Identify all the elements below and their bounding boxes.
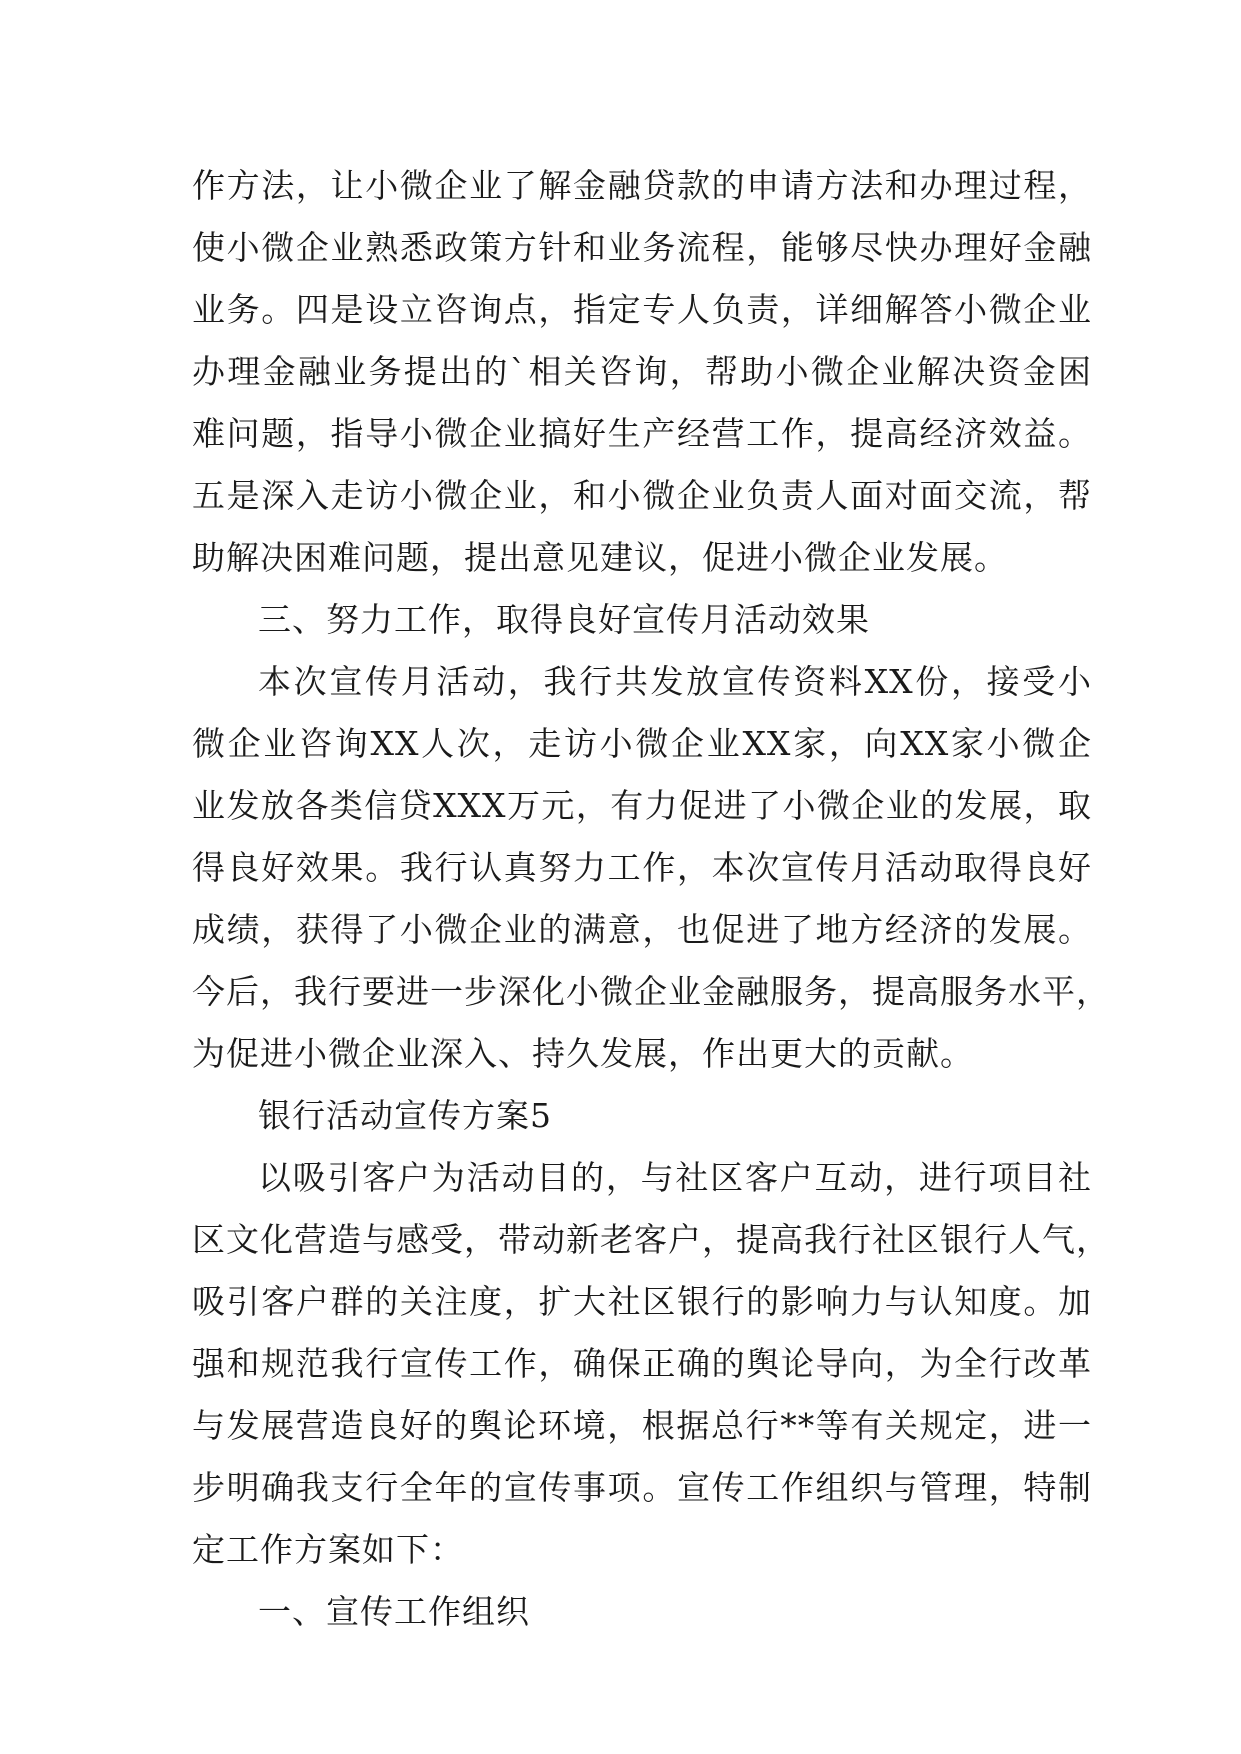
paragraph-line: 业发放各类信贷XXX万元，有力促进了小微企业的发展，取 (192, 786, 1092, 825)
paragraph-line: 业务。四是设立咨询点，指定专人负责，详细解答小微企业 (192, 290, 1092, 329)
paragraph-line: 与发展营造良好的舆论环境，根据总行**等有关规定，进一 (192, 1406, 1092, 1445)
paragraph-line: 作方法，让小微企业了解金融贷款的申请方法和办理过程， (192, 166, 1092, 205)
section-heading: 银行活动宣传方案5 (258, 1096, 552, 1135)
section-heading: 三、努力工作，取得良好宣传月活动效果 (258, 600, 870, 639)
paragraph-line: 难问题，指导小微企业搞好生产经营工作，提高经济效益。 (192, 414, 1092, 453)
paragraph-line: 办理金融业务提出的`相关咨询，帮助小微企业解决资金困 (192, 352, 1092, 391)
paragraph-line: 吸引客户群的关注度，扩大社区银行的影响力与认知度。加 (192, 1282, 1092, 1321)
paragraph-line: 为促进小微企业深入、持久发展，作出更大的贡献。 (192, 1034, 974, 1073)
paragraph-line: 得良好效果。我行认真努力工作，本次宣传月活动取得良好 (192, 848, 1092, 887)
paragraph-line: 微企业咨询XX人次，走访小微企业XX家，向XX家小微企 (192, 724, 1092, 763)
paragraph-line: 步明确我支行全年的宣传事项。宣传工作组织与管理，特制 (192, 1468, 1092, 1507)
paragraph-line: 今后，我行要进一步深化小微企业金融服务，提高服务水平， (192, 972, 1110, 1011)
paragraph-line: 助解决困难问题，提出意见建议，促进小微企业发展。 (192, 538, 1008, 577)
paragraph-line: 强和规范我行宣传工作，确保正确的舆论导向，为全行改革 (192, 1344, 1092, 1383)
paragraph-line: 定工作方案如下： (192, 1530, 464, 1569)
paragraph-line: 五是深入走访小微企业，和小微企业负责人面对面交流，帮 (192, 476, 1092, 515)
section-heading: 一、宣传工作组织 (258, 1592, 530, 1631)
paragraph-line: 成绩，获得了小微企业的满意，也促进了地方经济的发展。 (192, 910, 1092, 949)
paragraph-line: 区文化营造与感受，带动新老客户，提高我行社区银行人气， (192, 1220, 1110, 1259)
paragraph-line: 本次宣传月活动，我行共发放宣传资料XX份，接受小 (258, 662, 1092, 701)
paragraph-line: 使小微企业熟悉政策方针和业务流程，能够尽快办理好金融 (192, 228, 1092, 267)
paragraph-line: 以吸引客户为活动目的，与社区客户互动，进行项目社 (258, 1158, 1092, 1197)
